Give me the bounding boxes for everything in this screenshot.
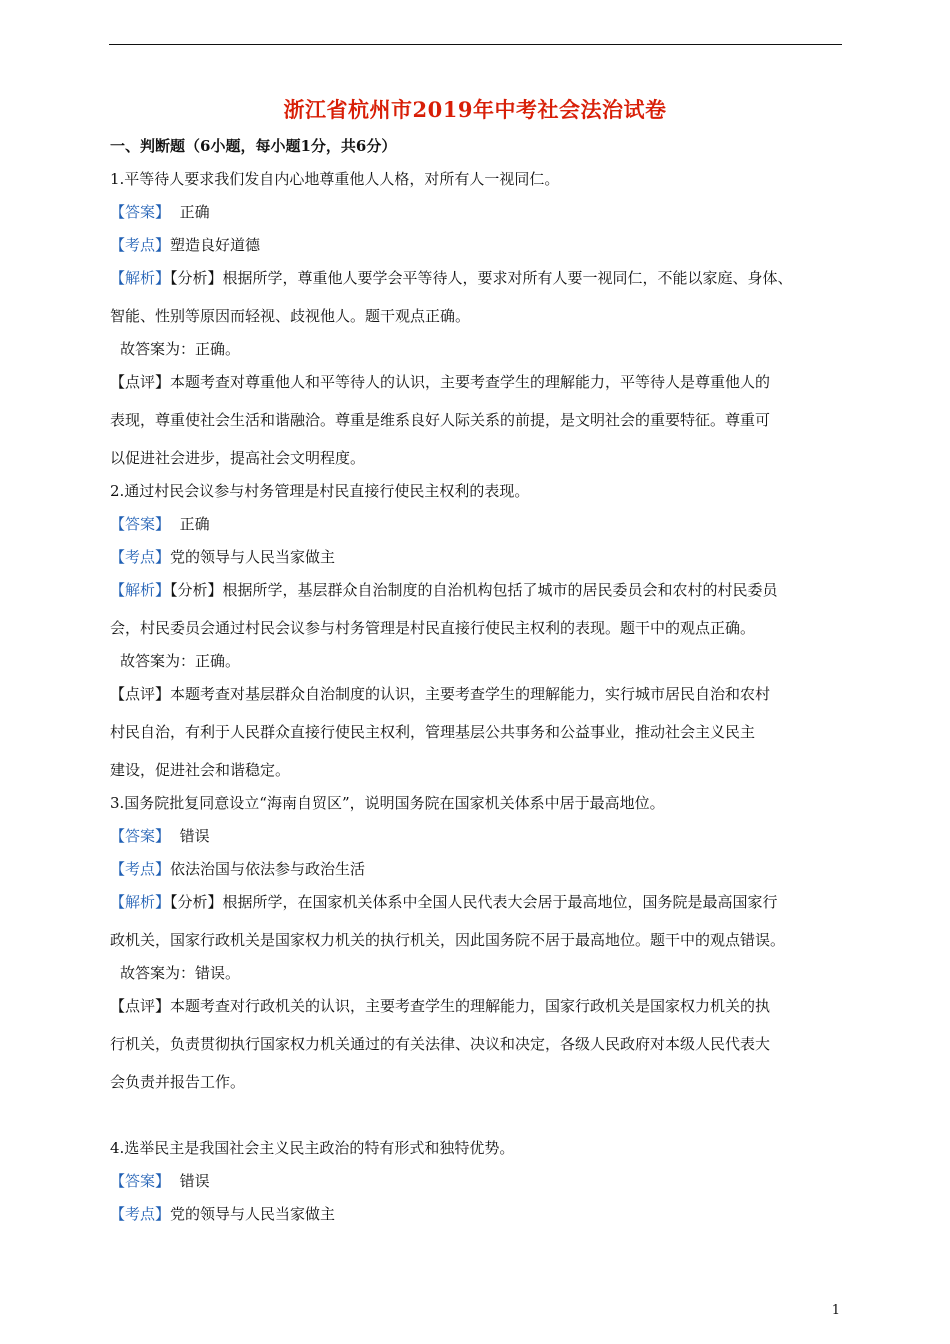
spacer [110,1104,850,1126]
question-2-answer: 【答案】 正确 [110,515,210,533]
point-tag: 【考点】 [110,548,171,566]
question-2-conclusion: 故答案为：正确。 [120,652,241,670]
question-2-analysis-line-2: 会，村民委员会通过村民会议参与村务管理是村民直接行使民主权利的表现。题干中的观点正确。 [110,619,756,637]
question-2-comment-line-3: 建设，促进社会和谐稳定。 [110,761,291,779]
question-3-comment-line-3: 会负责并报告工作。 [110,1073,246,1091]
point-tag: 【考点】 [110,860,171,878]
question-3-conclusion: 故答案为：错误。 [120,964,241,982]
question-3-answer: 【答案】 错误 [110,827,210,845]
question-3-analysis-line-1: 【解析】【分析】根据所学，在国家机关体系中全国人民代表大会居于最高地位，国务院是最高国家行 [110,893,778,911]
point-tag: 【考点】 [110,236,171,254]
comment-tag: 【点评】 [110,685,171,703]
question-2-comment-line-2: 村民自治，有利于人民群众直接行使民主权利，管理基层公共事务和公益事业，推动社会主义民主 [110,723,756,741]
question-3-point: 【考点】依法治国与依法参与政治生活 [110,860,366,878]
point-tag: 【考点】 [110,1205,171,1223]
question-2-point: 【考点】党的领导与人民当家做主 [110,548,336,566]
answer-tag: 【答案】 [110,1172,171,1190]
question-3-analysis-line-2: 政机关，国家行政机关是国家权力机关的执行机关，因此国务院不居于最高地位。题干中的观点错误。 [110,931,786,949]
question-1-analysis-line-2: 智能、性别等原因而轻视、歧视他人。题干观点正确。 [110,307,471,325]
question-1-conclusion: 故答案为：正确。 [120,340,241,358]
question-2-analysis-line-1: 【解析】【分析】根据所学，基层群众自治制度的自治机构包括了城市的居民委员会和农村的村民委员 [110,581,778,599]
question-2-comment-line-1: 【点评】本题考查对基层群众自治制度的认识，主要考查学生的理解能力，实行城市居民自治和农村 [110,685,771,703]
question-4-point: 【考点】党的领导与人民当家做主 [110,1205,336,1223]
question-1-point: 【考点】塑造良好道德 [110,236,261,254]
page-title: 浙江省杭州市2019年中考社会法治试卷 [283,97,667,122]
question-1-comment-line-1: 【点评】本题考查对尊重他人和平等待人的认识，主要考查学生的理解能力，平等待人是尊重他人的 [110,373,771,391]
question-3-stem: 3.国务院批复同意设立“海南自贸区”，说明国务院在国家机关体系中居于最高地位。 [110,794,665,812]
section-heading: 一、判断题（6小题，每小题1分，共6分） [110,137,397,155]
answer-tag: 【答案】 [110,203,171,221]
question-1-comment-line-3: 以促进社会进步，提高社会文明程度。 [110,449,366,467]
question-1-analysis-line-1: 【解析】【分析】根据所学，尊重他人要学会平等待人，要求对所有人要一视同仁，不能以家庭、身体、 [110,269,793,287]
analysis-tag: 【解析】 [110,581,171,599]
header-rule [109,44,842,45]
question-1-stem: 1.平等待人要求我们发自内心地尊重他人人格，对所有人一视同仁。 [110,170,560,188]
question-1-comment-line-2: 表现，尊重使社会生活和谐融洽。尊重是维系良好人际关系的前提，是文明社会的重要特征。尊重可 [110,411,771,429]
analysis-tag: 【解析】 [110,269,171,287]
document-body [110,168,850,1236]
question-4-answer: 【答案】 错误 [110,1172,210,1190]
analysis-tag: 【解析】 [110,893,171,911]
comment-tag: 【点评】 [110,373,171,391]
question-2-stem: 2.通过村民会议参与村务管理是村民直接行使民主权利的表现。 [110,482,530,500]
question-1-answer: 【答案】 正确 [110,203,210,221]
question-3-comment-line-1: 【点评】本题考查对行政机关的认识，主要考查学生的理解能力，国家行政机关是国家权力机关的执 [110,997,771,1015]
answer-tag: 【答案】 [110,515,171,533]
question-3-comment-line-2: 行机关，负责贯彻执行国家权力机关通过的有关法律、决议和决定，各级人民政府对本级人民代表大 [110,1035,771,1053]
comment-tag: 【点评】 [110,997,171,1015]
page-number: 1 [831,1303,840,1318]
answer-tag: 【答案】 [110,827,171,845]
question-4-stem: 4.选举民主是我国社会主义民主政治的特有形式和独特优势。 [110,1139,515,1157]
